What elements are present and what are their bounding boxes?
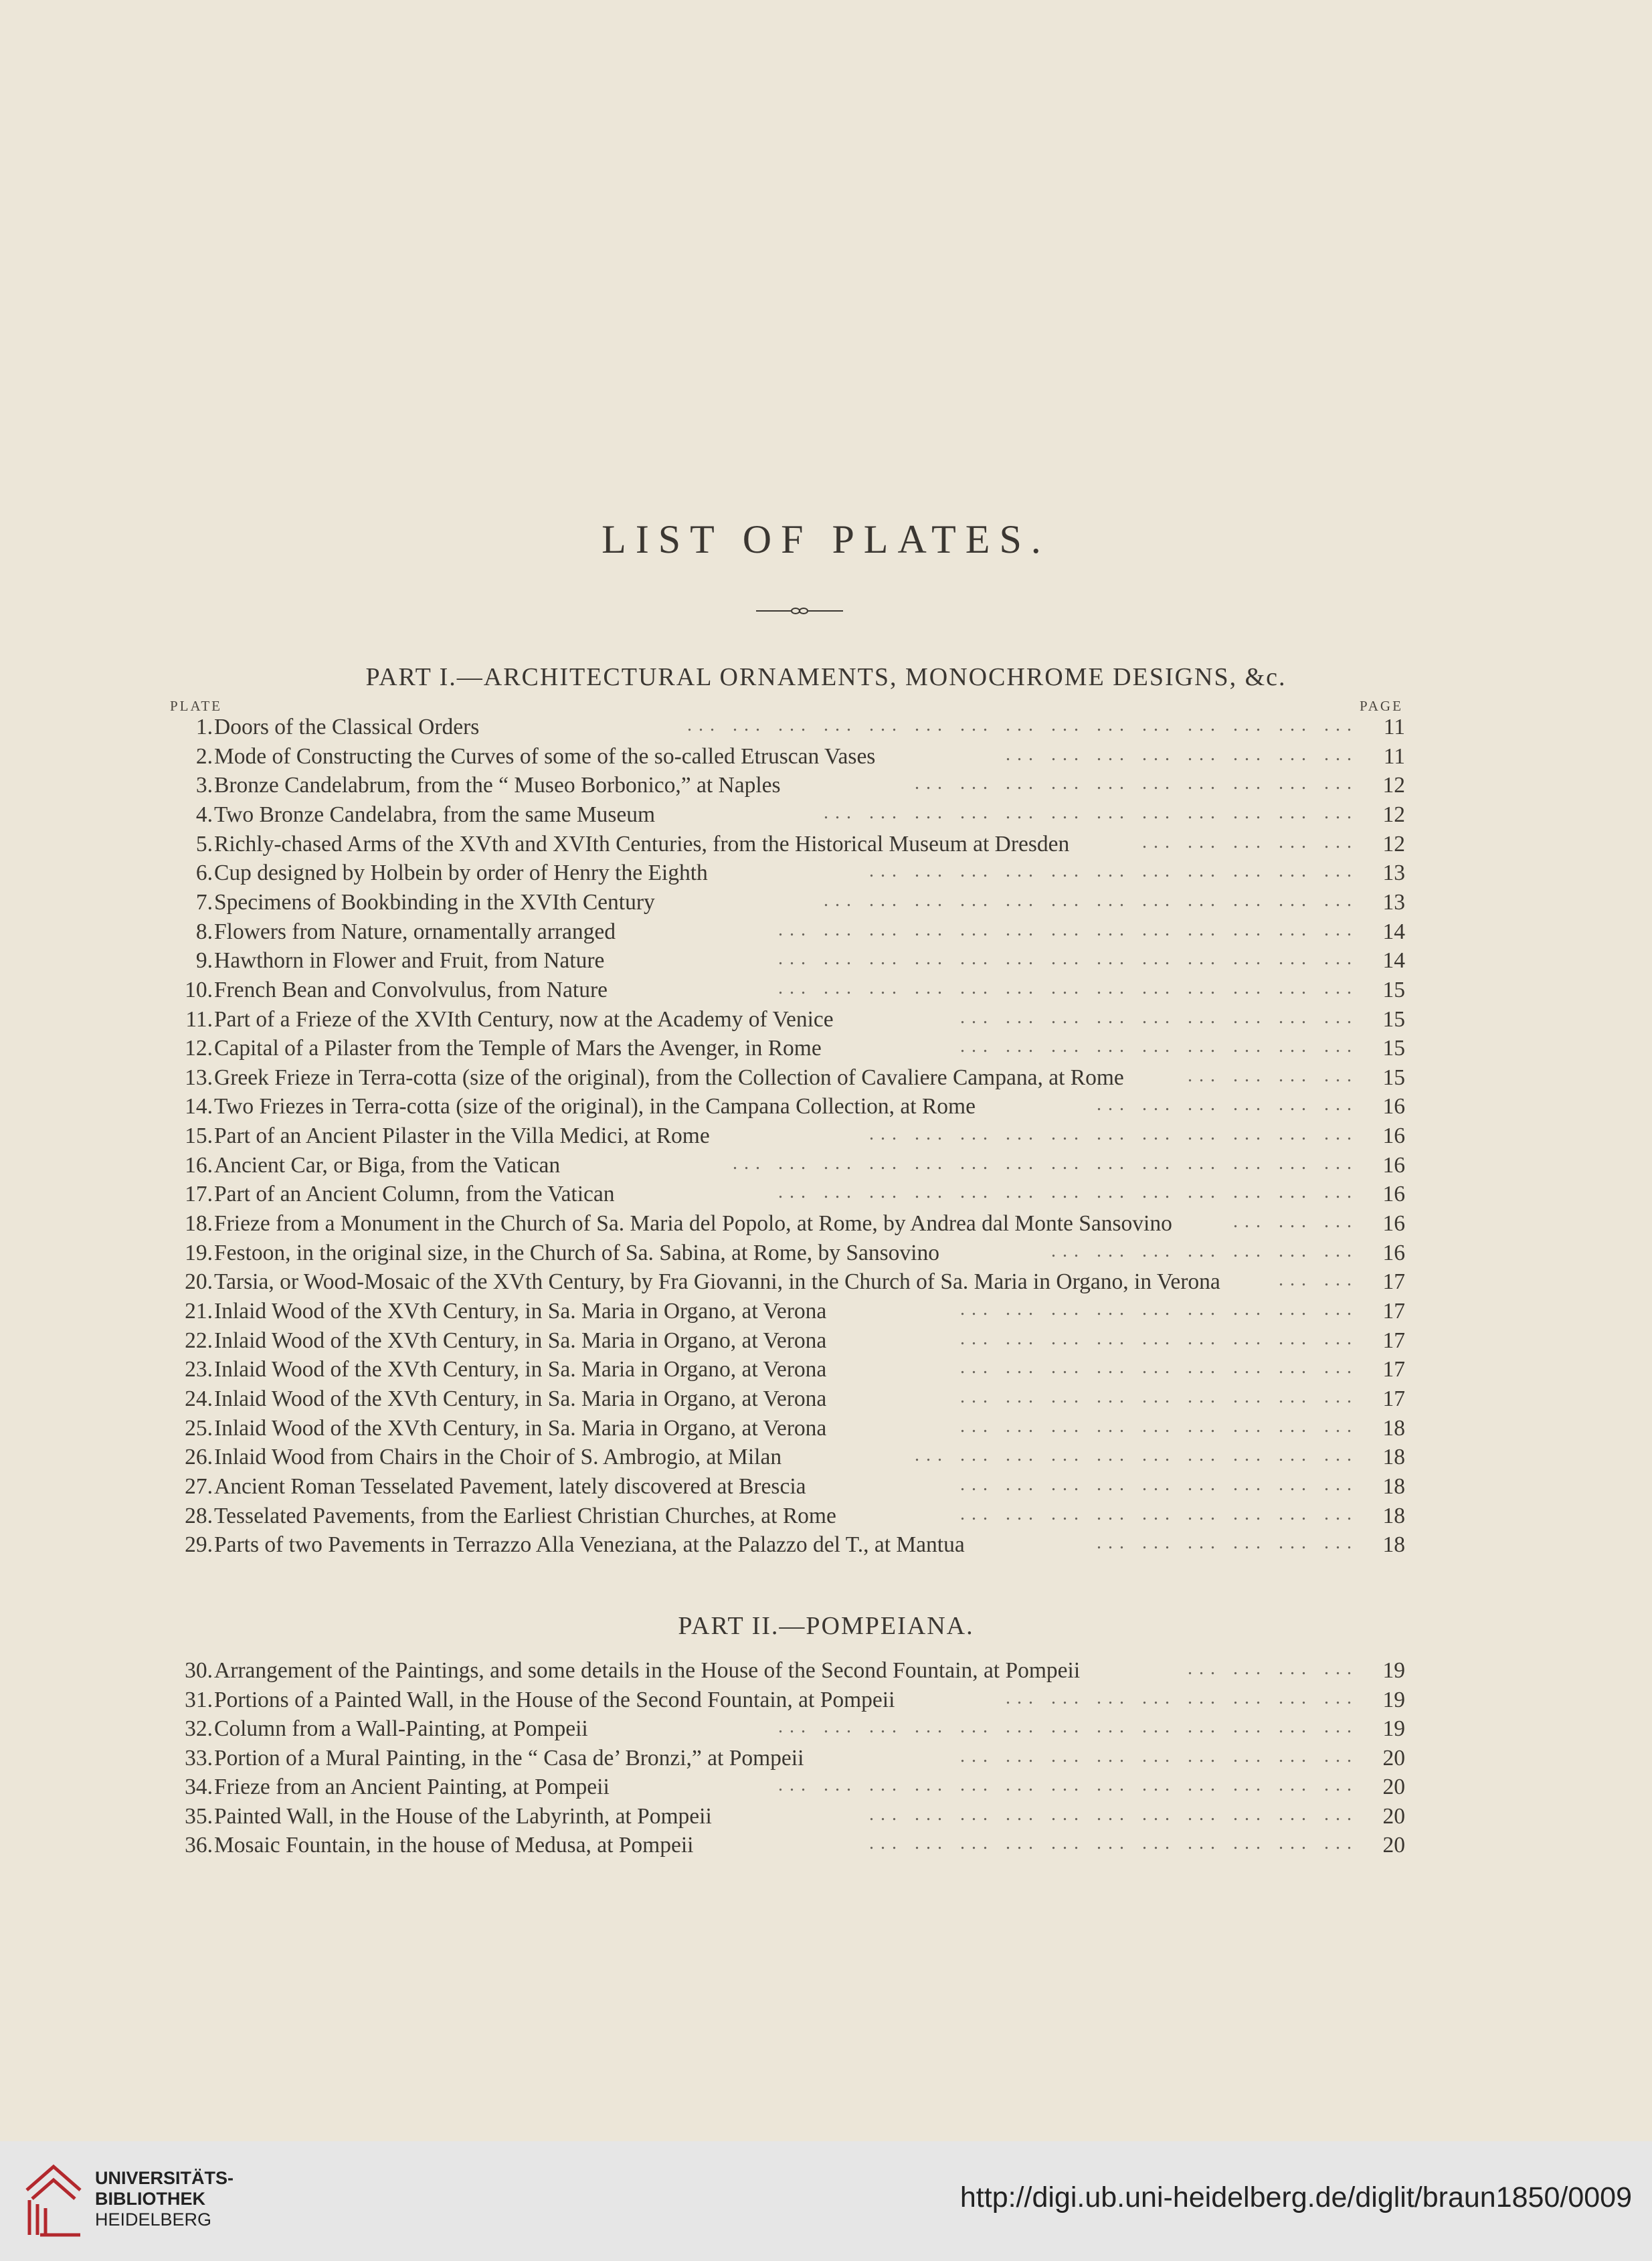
plate-title: Portions of a Painted Wall, in the House of the Second Fountain, at Pompeii (214, 1687, 895, 1712)
plate-entry (158, 1123, 1405, 1153)
plate-entry (158, 1504, 1405, 1533)
plate-title: Part of a Frieze of the XVIth Century, now at the Academy of Venice (214, 1006, 834, 1032)
plate-page: 18 (1382, 1532, 1405, 1558)
plate-page: 11 (1383, 715, 1405, 739)
leader-dots: ... ... ... ... ... ... ... (1051, 1240, 1358, 1261)
plate-title: Flowers from Nature, ornamentally arranged (214, 919, 616, 944)
plate-entry (158, 1386, 1405, 1416)
plate-title: Greek Frieze in Terra-cotta (size of the original), from the Collection of Cavaliere Campana, at Rome (214, 1065, 1124, 1090)
plate-number: 34. (185, 1775, 213, 1799)
plate-page: 18 (1382, 1415, 1405, 1441)
plate-page: 12 (1382, 773, 1405, 798)
plate-number: 26. (185, 1445, 213, 1470)
plate-number: 12. (185, 1036, 213, 1061)
plate-entry (158, 1269, 1405, 1299)
library-logo-icon[interactable] (20, 2160, 87, 2240)
plate-page: 19 (1382, 1658, 1405, 1683)
part1-heading: PART I.—ARCHITECTURAL ORNAMENTS, MONOCHROME DESIGNS, &c. (365, 663, 1287, 691)
plate-page: 11 (1383, 743, 1405, 769)
plate-title: Inlaid Wood of the XVth Century, in Sa. Maria in Organo, at Verona (214, 1386, 827, 1411)
leader-dots: ... ... ... ... ... (1142, 831, 1358, 852)
plate-number: 15. (185, 1123, 213, 1149)
plate-column-header: PLATE (170, 698, 222, 714)
plate-number: 14. (185, 1094, 213, 1119)
plate-title: Arrangement of the Paintings, and some details in the House of the Second Fountain, at Pompeii (214, 1658, 1081, 1683)
plate-title: Part of an Ancient Pilaster in the Villa Medici, at Rome (214, 1123, 710, 1149)
plate-title: Tesselated Pavements, from the Earliest Christian Churches, at Rome (214, 1503, 836, 1528)
plate-title: Capital of a Pilaster from the Temple of Mars the Avenger, in Rome (214, 1036, 822, 1061)
plate-page: 19 (1382, 1687, 1405, 1712)
plate-entry (158, 1804, 1405, 1833)
leader-dots: ... ... ... ... ... ... ... ... ... ... ... ... (824, 889, 1358, 911)
plate-number: 23. (185, 1357, 213, 1382)
plate-number: 25. (185, 1415, 213, 1441)
plate-number: 28. (185, 1503, 213, 1528)
plate-number: 35. (185, 1803, 213, 1829)
plate-page: 13 (1382, 861, 1405, 886)
plate-title: Tarsia, or Wood-Mosaic of the XVth Century, by Fra Giovanni, in the Church of Sa. Maria in Organo, in Verona (214, 1269, 1220, 1295)
plate-title: Frieze from an Ancient Painting, at Pompeii (214, 1775, 610, 1799)
plate-number: 3. (195, 773, 213, 798)
plate-number: 17. (185, 1182, 213, 1207)
plate-title: Parts of two Pavements in Terrazzo Alla Veneziana, at the Palazzo del T., at Mantua (214, 1532, 965, 1558)
plate-number: 29. (185, 1532, 213, 1558)
plate-entry (158, 1182, 1405, 1211)
leader-dots: ... ... ... ... ... ... ... ... ... ... ... ... ... (778, 919, 1358, 940)
plate-entry (158, 1065, 1405, 1095)
plate-page: 14 (1382, 948, 1405, 974)
plate-number: 11. (185, 1006, 213, 1032)
leader-dots: ... ... ... ... ... ... ... ... ... (960, 1299, 1358, 1320)
leader-dots: ... ... ... ... ... ... ... ... ... ... (915, 1445, 1358, 1466)
plate-entry (158, 1746, 1405, 1775)
leader-dots: ... ... ... ... ... ... (1097, 1532, 1358, 1554)
plate-number: 6. (195, 861, 213, 886)
plate-entry (158, 890, 1405, 919)
leader-dots: ... ... ... ... ... ... ... ... ... ... ... (869, 1803, 1358, 1825)
plate-entry (158, 1658, 1405, 1688)
plate-title: Column from a Wall-Painting, at Pompeii (214, 1716, 588, 1741)
plate-number: 10. (185, 977, 213, 1002)
leader-dots: ... ... ... ... (1188, 1658, 1358, 1679)
plate-title: Frieze from a Monument in the Church of Sa. Maria del Popolo, at Rome, by Andrea dal Monte Sansovino (214, 1211, 1172, 1237)
plate-page: 18 (1382, 1473, 1405, 1499)
plate-page: 17 (1382, 1328, 1405, 1353)
plate-entry (158, 1716, 1405, 1746)
plate-page: 16 (1382, 1123, 1405, 1149)
plate-title: Inlaid Wood of the XVth Century, in Sa. Maria in Organo, at Verona (214, 1357, 827, 1382)
plate-page: 12 (1382, 831, 1405, 856)
plate-entry (158, 1416, 1405, 1445)
plate-entry (158, 1328, 1405, 1358)
plate-entry (158, 1688, 1405, 1717)
plate-entry (158, 1445, 1405, 1474)
leader-dots: ... ... ... ... ... ... ... ... ... ... ... ... ... (778, 948, 1358, 970)
library-name-line2: BIBLIOTHEK (95, 2189, 205, 2209)
leader-dots: ... ... ... ... ... ... ... ... ... (960, 1415, 1358, 1437)
plate-title: Inlaid Wood of the XVth Century, in Sa. Maria in Organo, at Verona (214, 1299, 827, 1324)
plate-entry (158, 1211, 1405, 1241)
plate-title: Ancient Roman Tesselated Pavement, lately discovered at Brescia (214, 1473, 806, 1499)
leader-dots: ... ... ... ... ... ... ... ... ... ... ... ... ... (778, 1182, 1358, 1203)
plate-title: Doors of the Classical Orders (214, 715, 480, 739)
plate-title: Mosaic Fountain, in the house of Medusa, at Pompeii (214, 1833, 694, 1858)
plate-title: Two Friezes in Terra-cotta (size of the original), in the Campana Collection, at Rome (214, 1094, 976, 1119)
plate-number: 7. (195, 889, 213, 915)
plate-page: 20 (1382, 1775, 1405, 1799)
plate-page: 16 (1382, 1152, 1405, 1178)
plate-title: Inlaid Wood of the XVth Century, in Sa. Maria in Organo, at Verona (214, 1415, 827, 1441)
leader-dots: ... ... ... ... ... ... ... ... ... ... ... (869, 1833, 1358, 1853)
plate-title: Ancient Car, or Biga, from the Vatican (214, 1152, 561, 1178)
plate-entry (158, 832, 1405, 861)
plate-title: French Bean and Convolvulus, from Nature (214, 977, 608, 1002)
leader-dots: ... ... ... ... ... ... ... ... ... ... ... ... ... (778, 977, 1358, 998)
plate-number: 1. (195, 715, 213, 739)
leader-dots: ... ... ... (1233, 1211, 1358, 1233)
plate-entry (158, 978, 1405, 1007)
plate-entry (158, 861, 1405, 890)
leader-dots: ... ... ... ... ... ... ... ... ... (960, 1036, 1358, 1057)
plate-page: 16 (1382, 1240, 1405, 1265)
plate-number: 8. (195, 919, 213, 944)
plate-number: 16. (185, 1152, 213, 1178)
plate-title: Hawthorn in Flower and Fruit, from Nature (214, 948, 605, 974)
plate-number: 24. (185, 1386, 213, 1411)
plate-number: 21. (185, 1299, 213, 1324)
plate-number: 18. (185, 1211, 213, 1237)
plate-entry (158, 715, 1405, 744)
leader-dots: ... ... ... ... ... ... ... ... ... (960, 1386, 1358, 1407)
plate-entry (158, 948, 1405, 978)
plate-number: 31. (185, 1687, 213, 1712)
leader-dots: ... ... ... ... (1188, 1065, 1358, 1086)
plate-title: Bronze Candelabrum, from the “ Museo Borbonico,” at Naples (214, 773, 781, 798)
plate-entry (158, 802, 1405, 832)
plate-page: 16 (1382, 1211, 1405, 1237)
plate-number: 4. (195, 802, 213, 827)
leader-dots: ... ... (1279, 1269, 1358, 1291)
plate-page: 17 (1382, 1357, 1405, 1382)
source-url-link[interactable]: http://digi.ub.uni-heidelberg.de/diglit/braun1850/0009 (959, 2181, 1632, 2213)
plate-entry (158, 1007, 1405, 1036)
leader-dots: ... ... ... ... ... ... ... ... ... ... ... ... ... ... (733, 1152, 1358, 1174)
plate-title: Two Bronze Candelabra, from the same Museum (214, 802, 656, 827)
leader-dots: ... ... ... ... ... ... ... ... ... (960, 1503, 1358, 1524)
leader-dots: ... ... ... ... ... ... ... ... ... (960, 1006, 1358, 1028)
plate-number: 20. (185, 1269, 213, 1295)
leader-dots: ... ... ... ... ... ... ... ... ... ... ... ... ... ... ... (687, 715, 1358, 735)
plate-entry (158, 1833, 1405, 1862)
leader-dots: ... ... ... ... ... ... ... ... (1006, 1687, 1358, 1708)
plate-number: 36. (185, 1833, 213, 1858)
plate-page: 14 (1382, 919, 1405, 944)
leader-dots: ... ... ... ... ... ... ... ... ... ... ... ... ... (778, 1775, 1358, 1795)
leader-dots: ... ... ... ... ... ... ... ... ... (960, 1473, 1358, 1495)
leader-dots: ... ... ... ... ... ... ... ... ... (960, 1745, 1358, 1767)
plate-page: 15 (1382, 1065, 1405, 1090)
plate-entry (158, 1036, 1405, 1065)
plate-title: Specimens of Bookbinding in the XVIth Century (214, 889, 655, 915)
plate-title: Cup designed by Holbein by order of Henry the Eighth (214, 861, 708, 886)
plate-entry (158, 1153, 1405, 1182)
plate-page: 13 (1382, 889, 1405, 915)
plate-page: 12 (1382, 802, 1405, 827)
leader-dots: ... ... ... ... ... ... ... ... ... ... ... (869, 1123, 1358, 1145)
plate-page: 17 (1382, 1269, 1405, 1295)
plate-page: 16 (1382, 1094, 1405, 1119)
plate-number: 32. (185, 1716, 213, 1741)
page-title: LIST OF PLATES. (602, 517, 1050, 561)
plate-entry (158, 1357, 1405, 1386)
leader-dots: ... ... ... ... ... ... ... ... ... ... ... ... ... (778, 1716, 1358, 1737)
plate-page: 15 (1382, 1006, 1405, 1032)
plate-entry (158, 1775, 1405, 1804)
plate-entry (158, 773, 1405, 802)
page-column-header: PAGE (1360, 698, 1403, 714)
plate-title: Mode of Constructing the Curves of some of the so-called Etruscan Vases (214, 743, 876, 769)
plate-page: 17 (1382, 1386, 1405, 1411)
plate-number: 27. (185, 1473, 213, 1499)
leader-dots: ... ... ... ... ... ... ... ... ... (960, 1357, 1358, 1378)
library-name (95, 2168, 234, 2230)
plate-entry (158, 1474, 1405, 1504)
plate-title: Painted Wall, in the House of the Labyrinth, at Pompeii (214, 1803, 712, 1829)
plate-entry (158, 1299, 1405, 1328)
library-name-line3: HEIDELBERG (95, 2209, 212, 2230)
plate-entry (158, 744, 1405, 774)
plate-title: Portion of a Mural Painting, in the “ Casa de’ Bronzi,” at Pompeii (214, 1745, 804, 1771)
plate-entry (158, 1094, 1405, 1123)
library-name-line1: UNIVERSITÄTS- (95, 2168, 234, 2188)
leader-dots: ... ... ... ... ... ... ... ... ... ... ... (869, 861, 1358, 882)
plate-page: 20 (1382, 1833, 1405, 1858)
plate-number: 19. (185, 1240, 213, 1265)
leader-dots: ... ... ... ... ... ... (1097, 1094, 1358, 1115)
plate-page: 20 (1382, 1745, 1405, 1771)
ornament-rule-icon (756, 604, 843, 618)
plate-number: 13. (185, 1065, 213, 1090)
plate-number: 30. (185, 1658, 213, 1683)
plate-number: 22. (185, 1328, 213, 1353)
plate-number: 2. (195, 743, 213, 769)
plate-title: Inlaid Wood of the XVth Century, in Sa. Maria in Organo, at Verona (214, 1328, 827, 1353)
plate-page: 17 (1382, 1299, 1405, 1324)
plate-number: 33. (185, 1745, 213, 1771)
part2-heading: PART II.—POMPEIANA. (678, 1612, 974, 1640)
plate-title: Inlaid Wood from Chairs in the Choir of S. Ambrogio, at Milan (214, 1445, 782, 1470)
leader-dots: ... ... ... ... ... ... ... ... ... ... ... ... (824, 802, 1358, 823)
leader-dots: ... ... ... ... ... ... ... ... (1006, 743, 1358, 765)
plate-page: 18 (1382, 1503, 1405, 1528)
plate-page: 18 (1382, 1445, 1405, 1470)
plate-page: 15 (1382, 1036, 1405, 1061)
plate-entry (158, 1241, 1405, 1270)
footer-bar (0, 2141, 1652, 2261)
plate-page: 20 (1382, 1803, 1405, 1829)
leader-dots: ... ... ... ... ... ... ... ... ... ... (915, 773, 1358, 794)
plate-number: 9. (195, 948, 213, 974)
plate-title: Part of an Ancient Column, from the Vatican (214, 1182, 615, 1207)
plate-entry (158, 1532, 1405, 1562)
plate-entry (158, 919, 1405, 949)
plate-page: 19 (1382, 1716, 1405, 1741)
plate-page: 15 (1382, 977, 1405, 1002)
plate-title: Festoon, in the original size, in the Church of Sa. Sabina, at Rome, by Sansovino (214, 1240, 939, 1265)
plate-page: 16 (1382, 1182, 1405, 1207)
leader-dots: ... ... ... ... ... ... ... ... ... (960, 1328, 1358, 1349)
plate-title: Richly-chased Arms of the XVth and XVIth Centuries, from the Historical Museum at Dresden (214, 831, 1070, 856)
plate-number: 5. (195, 831, 213, 856)
